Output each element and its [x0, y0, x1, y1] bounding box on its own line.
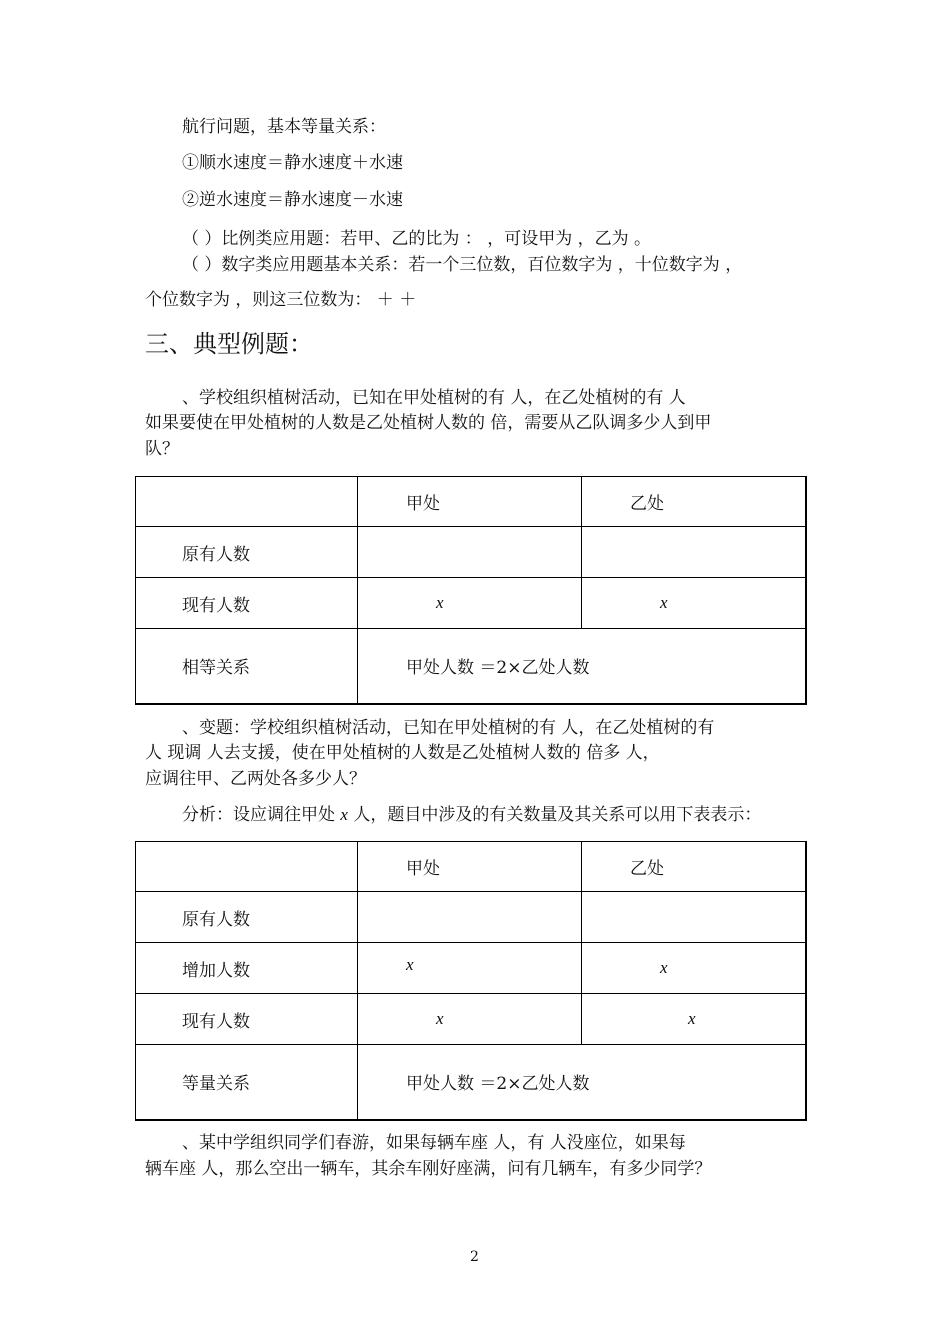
example3-line-1: 、某中学组织同学们春游，如果每辆车座 人，有 人没座位，如果每	[182, 1133, 686, 1153]
table2-cell: x	[358, 994, 582, 1045]
analysis-text-post: 人，题目中涉及的有关数量及其关系可以用下表表示：	[347, 805, 762, 825]
table-1	[135, 476, 807, 705]
table2-header-empty	[136, 842, 358, 892]
table2-cell: x	[582, 994, 806, 1045]
table1-row-label: 原有人数	[136, 527, 358, 578]
example1-line-3: 队？	[145, 439, 179, 459]
intro-line-3: ②逆水速度＝静水速度－水速	[182, 190, 403, 210]
table1-row-label: 现有人数	[136, 578, 358, 629]
example2-analysis	[182, 803, 761, 827]
table1-cell	[358, 527, 582, 578]
table1-header-jia: 甲处	[358, 477, 582, 527]
analysis-variable: x	[340, 805, 348, 824]
example2-line-2: 人 现调 人去支援，使在甲处植树的人数是乙处植树人数的 倍多 人，	[145, 743, 660, 763]
table2-row-label: 现有人数	[136, 994, 358, 1045]
example1-line-1: 、学校组织植树活动，已知在甲处植树的有 人，在乙处植树的有 人	[182, 388, 686, 408]
table2-row-label: 原有人数	[136, 892, 358, 943]
example2-line-3: 应调往甲、乙两处各多少人？	[145, 769, 366, 789]
table2-relation-label: 等量关系	[136, 1045, 358, 1120]
table-2	[135, 841, 807, 1121]
example1-line-2: 如果要使在甲处植树的人数是乙处植树人数的 倍，需要从乙队调多少人到甲	[145, 413, 712, 433]
table1-header-yi: 乙处	[582, 477, 806, 527]
table1-cell: x	[582, 578, 806, 629]
table2-cell: x	[582, 943, 806, 994]
intro-line-5: （ ）数字类应用题基本关系：若一个三位数，百位数字为 ，十位数字为 ，	[182, 255, 743, 275]
table2-header-yi: 乙处	[582, 842, 806, 892]
intro-line-2: ①顺水速度＝静水速度＋水速	[182, 153, 403, 173]
analysis-text-pre: 分析：设应调往甲处	[182, 805, 341, 825]
table2-header-jia: 甲处	[358, 842, 582, 892]
intro-line-1: 航行问题，基本等量关系：	[182, 117, 386, 137]
table1-header-empty	[136, 477, 358, 527]
table2-cell	[582, 892, 806, 943]
table1-cell: x	[358, 578, 582, 629]
table2-relation-text: 甲处人数 ＝2×乙处人数	[358, 1045, 806, 1120]
table1-relation-text: 甲处人数 ＝2×乙处人数	[358, 629, 806, 704]
table1-relation-label: 相等关系	[136, 629, 358, 704]
table2-cell: x	[358, 943, 582, 994]
table1-cell	[582, 527, 806, 578]
intro-line-4: （ ）比例类应用题：若甲、乙的比为 ： ，可设甲为 ，乙为 。	[182, 229, 652, 249]
example3-line-2: 辆车座 人，那么空出一辆车，其余车刚好座满，问有几辆车，有多少同学？	[145, 1159, 712, 1179]
section-title: 三、典型例题：	[145, 330, 313, 358]
table2-row-label: 增加人数	[136, 943, 358, 994]
example2-line-1: 、变题：学校组织植树活动，已知在甲处植树的有 人，在乙处植树的有	[182, 718, 715, 738]
intro-line-6: 个位数字为 ，则这三位数为： ＋ ＋	[145, 290, 417, 310]
page-number: 2	[470, 1249, 479, 1265]
table2-cell	[358, 892, 582, 943]
